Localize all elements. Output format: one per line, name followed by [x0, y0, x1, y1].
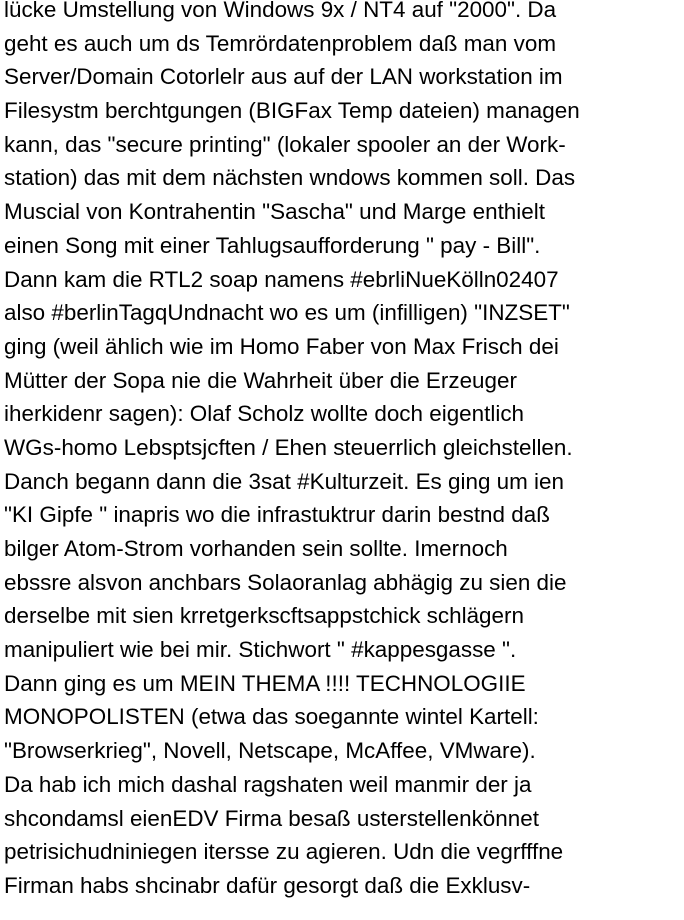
text-line: Mütter der Sopa nie die Wahrheit über die Erzeuger [4, 367, 517, 393]
text-line: einen Song mit einer Tahlugsaufforderung " pay - Bill". [4, 232, 541, 258]
text-line: manipuliert wie bei mir. Stichwort " #kappesgasse ". [4, 637, 517, 663]
text-line: Danch begann dann die 3sat #Kulturzeit. Es ging um ien [4, 468, 564, 494]
text-line: Firman habs shcinabr dafür gesorgt daß die Exklusv- [4, 872, 531, 898]
text-line: iherkidenr sagen): Olaf Scholz wollte doch eigentlich [4, 401, 525, 427]
text-line: shcondamsl eienEDV Firma besaß usterstellenkönnet [4, 805, 539, 831]
text-line: Server/Domain Cotorlelr aus auf der LAN workstation im [4, 64, 563, 90]
text-line: Da hab ich mich dashal ragshaten weil manmir der ja [4, 771, 532, 797]
text-line: geht es auch um ds Temrördatenproblem daß man vom [4, 30, 557, 56]
body-text [4, 0, 684, 903]
text-line: bilger Atom-Strom vorhanden sein sollte. Imernoch [4, 536, 508, 561]
text-line: Muscial von Kontrahentin "Sascha" und Marge enthielt [4, 199, 545, 225]
text-line: "Browserkrieg", Novell, Netscape, McAffee, VMware). [4, 738, 536, 764]
text-line: lücke Umstellung von Windows 9x / NT4 auf "2000". Da [4, 0, 557, 22]
text-line: ebssre alsvon anchbars Solaoranlag abhägig zu sien die [4, 569, 567, 595]
text-line: station) das mit dem nächsten wndows kommen soll. Das [4, 165, 576, 191]
text-line: derselbe mit sien krretgerkscftsappstchick schlägern [4, 603, 524, 629]
text-line: Filesystm berchtgungen (BIGFax Temp dateien) managen [4, 98, 580, 124]
text-line: also #berlinTagqUndnacht wo es um (infilligen) "INZSET" [4, 300, 570, 326]
text-line: petrisichudniniegen itersse zu agieren. Udn die vegrfffne [4, 839, 564, 865]
text-line: kann, das "secure printing" (lokaler spooler an der Work- [4, 131, 566, 157]
text-line: MONOPOLISTEN (etwa das soegannte wintel Kartell: [4, 704, 539, 730]
text-line: "KI Gipfe " inapris wo die infrastuktrur darin bestnd daß [4, 502, 550, 528]
text-line: ging (weil ählich wie im Homo Faber von Max Frisch dei [4, 333, 559, 359]
text-line: Dann ging es um MEIN THEMA !!!! TECHNOLOGIIE [4, 670, 526, 696]
text-line: Dann kam die RTL2 soap namens #ebrliNueKölln02407 [4, 266, 559, 292]
text-line: WGs-homo Lebsptsjcften / Ehen steuerrlich gleichstellen. [4, 434, 573, 460]
